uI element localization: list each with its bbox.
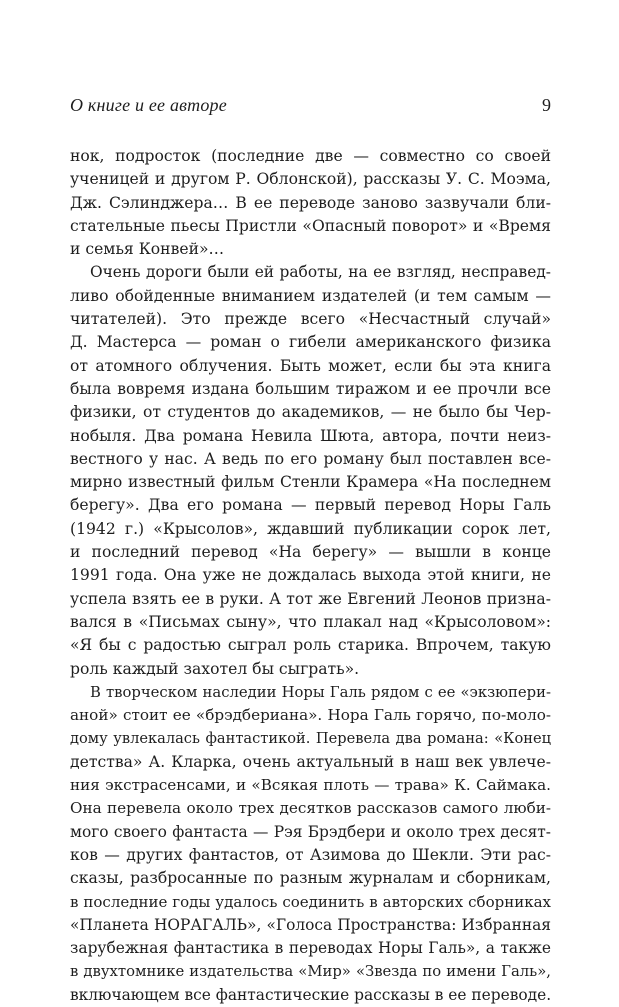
running-title: О книге и ее авторе bbox=[70, 95, 227, 115]
text-line: вестного у нас. А ведь по его роману был поставлен все- bbox=[70, 449, 551, 468]
text-line: в двухтомнике издательства «Мир» «Звезда по имени Галь», bbox=[70, 963, 551, 981]
text-line: стательные пьесы Пристли «Опасный поворот» и «Время bbox=[70, 216, 551, 235]
page-number: 9 bbox=[542, 95, 551, 115]
text-line: нобыля. Два романа Невила Шюта, автора, почти неиз- bbox=[70, 426, 551, 445]
text-line: 1991 года. Она уже не дождалась выхода этой книги, не bbox=[70, 566, 551, 585]
text-line: зарубежная фантастика в переводах Норы Галь», а также bbox=[70, 939, 551, 958]
text-line: Дж. Сэлинджера… В ее переводе заново зазвучали бли- bbox=[70, 193, 551, 212]
text-line: успела взять ее в руки. А тот же Евгений Леонов призна- bbox=[70, 589, 551, 608]
text-line: ния экстрасенсами, и «Всякая плоть — трава» К. Саймака. bbox=[70, 776, 551, 795]
text-line: В творческом наследии Норы Галь рядом с ее «экзюпери- bbox=[90, 683, 551, 701]
text-line: «Планета НОРАГАЛЬ», «Голоса Пространства: Избранная bbox=[70, 915, 551, 934]
text-line: ков — других фантастов, от Азимова до Шекли. Эти рас- bbox=[70, 845, 551, 864]
text-line: роль каждый захотел бы сыграть». bbox=[70, 659, 360, 678]
text-line: нок, подросток (последние две — совместно со своей bbox=[70, 147, 551, 165]
text-line: физики, от студентов до академиков, — не было бы Чер- bbox=[70, 403, 551, 422]
text-line: сказы, разбросанные по разным журналам и сборникам, bbox=[70, 869, 551, 888]
text-line: берегу». Два его романа — первый перевод Норы Галь bbox=[70, 496, 551, 515]
text-line: Очень дороги были ей работы, на ее взгляд, несправед- bbox=[90, 263, 551, 282]
text-line: мого своего фантаста — Рэя Брэдбери и около трех десят- bbox=[70, 822, 551, 841]
text-line: ученицей и другом Р. Облонской), рассказы У. С. Моэма, bbox=[70, 170, 551, 189]
text-line: и последний перевод «На берегу» — вышли в конце bbox=[70, 543, 551, 562]
text-line: дому увлекалась фантастикой. Перевела два романа: «Конец bbox=[70, 730, 551, 748]
text-line: в последние годы удалось соединить в авторских сборниках bbox=[70, 892, 551, 911]
text-line: детства» А. Кларка, очень актуальный в наш век увлече- bbox=[70, 752, 551, 771]
text-line: мирно известный фильм Стенли Крамера «На последнем bbox=[70, 473, 551, 492]
text-line: Д. Мастерса — роман о гибели американского физика bbox=[70, 333, 551, 352]
text-line: вался в «Письмах сыну», что плакал над «Крысоловом»: bbox=[70, 612, 551, 631]
text-line: аной» стоит ее «брэдбериана». Нора Галь горячо, по-моло- bbox=[70, 706, 551, 725]
page-header bbox=[70, 95, 551, 119]
text-line: включающем все фантастические рассказы в ее переводе. bbox=[70, 985, 551, 1004]
text-line: (1942 г.) «Крысолов», ждавший публикации сорок лет, bbox=[70, 519, 551, 538]
text-line: читателей). Это прежде всего «Несчастный случай» bbox=[70, 310, 551, 329]
text-line: и семья Конвей»… bbox=[70, 240, 225, 259]
text-line: Она перевела около трех десятков рассказов самого люби- bbox=[70, 799, 551, 818]
text-line: от атомного облучения. Быть может, если бы эта книга bbox=[70, 356, 551, 375]
text-line: ливо обойденные вниманием издателей (и тем самым — bbox=[70, 286, 551, 305]
text-line: «Я бы с радостью сыграл роль старика. Впрочем, такую bbox=[70, 636, 551, 655]
body-text bbox=[70, 145, 551, 1007]
text-line: была вовремя издана большим тиражом и ее прочли все bbox=[70, 379, 551, 398]
